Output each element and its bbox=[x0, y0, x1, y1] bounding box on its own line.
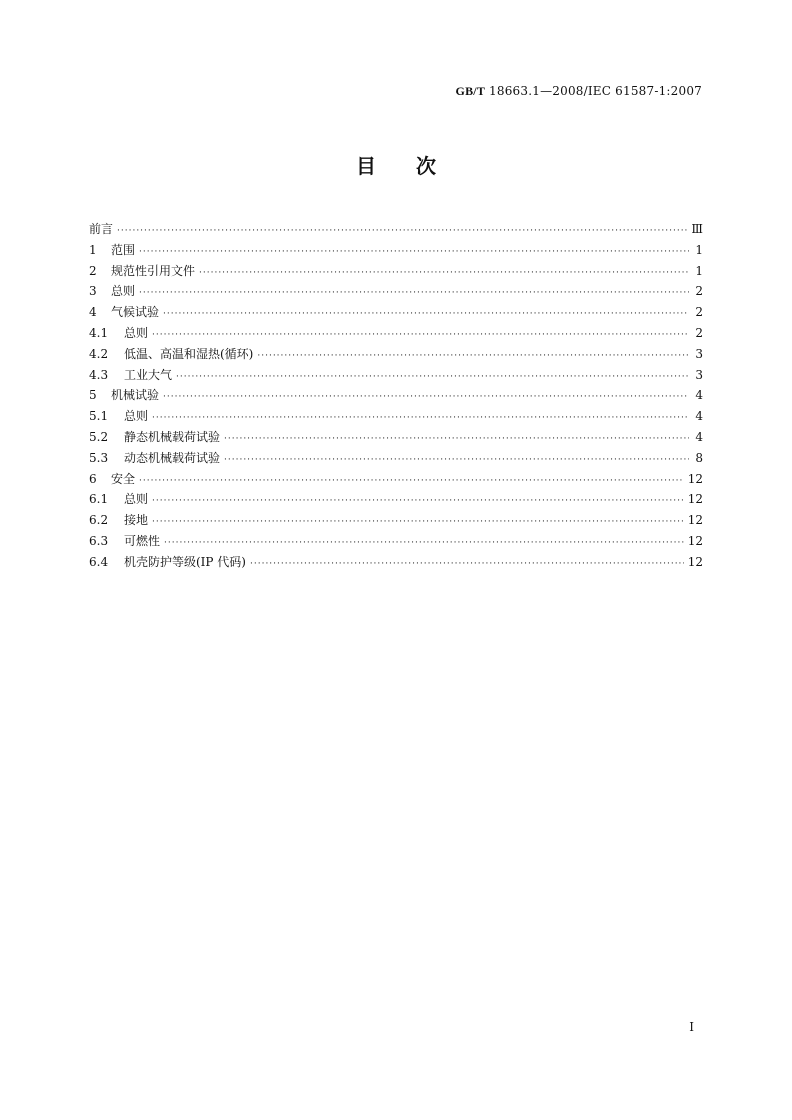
toc-entry-label: 低温、高温和湿热(循环) bbox=[124, 346, 254, 361]
toc-leader-dots bbox=[164, 533, 684, 554]
toc-entry[interactable] bbox=[89, 365, 703, 386]
toc-entry[interactable] bbox=[89, 406, 703, 427]
toc-entry-number: 6.3 bbox=[89, 533, 109, 548]
toc-entry-page: 2 bbox=[695, 325, 703, 340]
toc-leader-dots bbox=[139, 242, 689, 263]
toc-leader-dots bbox=[152, 491, 684, 512]
toc-entry-number: 2 bbox=[89, 263, 97, 278]
page-folio: I bbox=[689, 1020, 694, 1034]
toc-leader-dots bbox=[163, 387, 689, 408]
toc-entry-label: 范围 bbox=[111, 242, 136, 257]
standard-code: GB/T bbox=[455, 84, 486, 98]
toc-entry-number: 4.1 bbox=[89, 325, 109, 340]
toc-leader-dots bbox=[176, 367, 689, 388]
toc-leader-dots bbox=[163, 304, 689, 325]
toc-leader-dots bbox=[224, 429, 689, 450]
toc-leader-dots bbox=[139, 283, 689, 304]
toc-entry-number: 4.3 bbox=[89, 367, 109, 382]
toc-leader-dots bbox=[152, 512, 684, 533]
toc-entry-page: 2 bbox=[695, 305, 703, 320]
toc-entry-number: 5.2 bbox=[89, 429, 109, 444]
toc-leader-dots bbox=[250, 554, 684, 575]
toc-entry[interactable] bbox=[89, 531, 703, 552]
toc-entry-page: 12 bbox=[687, 554, 703, 569]
toc-entry-page: 3 bbox=[695, 346, 703, 361]
toc-entry-label: 前言 bbox=[89, 222, 114, 236]
toc-entry[interactable] bbox=[89, 219, 703, 240]
toc-entry[interactable] bbox=[89, 385, 703, 406]
toc-entry-label: 总则 bbox=[124, 409, 149, 424]
toc-entry-label: 机械试验 bbox=[111, 388, 160, 403]
toc-entry-page: 12 bbox=[687, 533, 703, 548]
toc-entry[interactable] bbox=[89, 344, 703, 365]
toc-entry-number: 6.4 bbox=[89, 554, 109, 569]
toc-entry[interactable] bbox=[89, 489, 703, 510]
toc-entry-label: 接地 bbox=[124, 513, 149, 528]
toc-entry-label: 气候试验 bbox=[111, 305, 160, 320]
document-header bbox=[456, 84, 702, 99]
toc-entry-page: 12 bbox=[687, 513, 703, 528]
toc-entry-number: 6.1 bbox=[89, 492, 109, 507]
toc-entry-number: 3 bbox=[89, 284, 97, 299]
toc-entry-page: 2 bbox=[695, 284, 703, 299]
toc-entry-page: Ⅲ bbox=[691, 222, 703, 236]
toc-entry-page: 1 bbox=[695, 242, 703, 257]
toc-entry-label: 规范性引用文件 bbox=[111, 263, 196, 278]
toc-entry-page: 4 bbox=[695, 388, 703, 403]
toc-entry[interactable] bbox=[89, 302, 703, 323]
toc-entry[interactable] bbox=[89, 448, 703, 469]
toc-entry-page: 12 bbox=[687, 471, 703, 486]
toc-entry[interactable] bbox=[89, 469, 703, 490]
toc-entry[interactable] bbox=[89, 323, 703, 344]
toc-entry-label: 可燃性 bbox=[124, 533, 161, 548]
toc-entry-number: 5.3 bbox=[89, 450, 109, 465]
toc-entry-page: 12 bbox=[687, 492, 703, 507]
toc-leader-dots bbox=[152, 325, 689, 346]
toc-entry[interactable] bbox=[89, 281, 703, 302]
toc-entry-label: 机壳防护等级(IP 代码) bbox=[124, 554, 246, 569]
toc-entry-page: 3 bbox=[695, 367, 703, 382]
toc-entry-number: 1 bbox=[89, 242, 97, 257]
toc-entry-label: 总则 bbox=[124, 492, 149, 507]
toc-entry[interactable] bbox=[89, 552, 703, 573]
toc-entry-label: 安全 bbox=[111, 471, 136, 486]
standard-number: 18663.1—2008/IEC 61587-1:2007 bbox=[489, 84, 702, 98]
toc-entry-page: 1 bbox=[695, 263, 703, 278]
toc-leader-dots bbox=[224, 450, 689, 471]
toc-entry-number: 6.2 bbox=[89, 513, 109, 528]
toc-entry-number: 6 bbox=[89, 471, 97, 486]
toc-entry[interactable] bbox=[89, 261, 703, 282]
toc-entry-label: 工业大气 bbox=[124, 367, 173, 382]
toc-entry-label: 总则 bbox=[124, 325, 149, 340]
toc-entry-label: 静态机械载荷试验 bbox=[124, 429, 221, 444]
toc-entry-number: 4.2 bbox=[89, 346, 109, 361]
toc-entry-page: 4 bbox=[695, 409, 703, 424]
toc-leader-dots bbox=[257, 346, 689, 367]
toc-leader-dots bbox=[152, 408, 689, 429]
toc-entry-number: 5.1 bbox=[89, 409, 109, 424]
toc-leader-dots bbox=[199, 263, 689, 284]
toc-entry-number: 4 bbox=[89, 305, 97, 320]
toc-entry-label: 总则 bbox=[111, 284, 136, 299]
toc-entry-page: 4 bbox=[695, 429, 703, 444]
toc-entry[interactable] bbox=[89, 240, 703, 261]
toc-entry-page: 8 bbox=[695, 450, 703, 465]
page-title: 目次 bbox=[356, 154, 476, 178]
table-of-contents bbox=[89, 219, 703, 573]
toc-entry[interactable] bbox=[89, 427, 703, 448]
toc-entry-label: 动态机械载荷试验 bbox=[124, 450, 221, 465]
toc-leader-dots bbox=[139, 471, 684, 492]
toc-leader-dots bbox=[117, 221, 687, 242]
toc-entry-number: 5 bbox=[89, 388, 97, 403]
toc-entry[interactable] bbox=[89, 510, 703, 531]
